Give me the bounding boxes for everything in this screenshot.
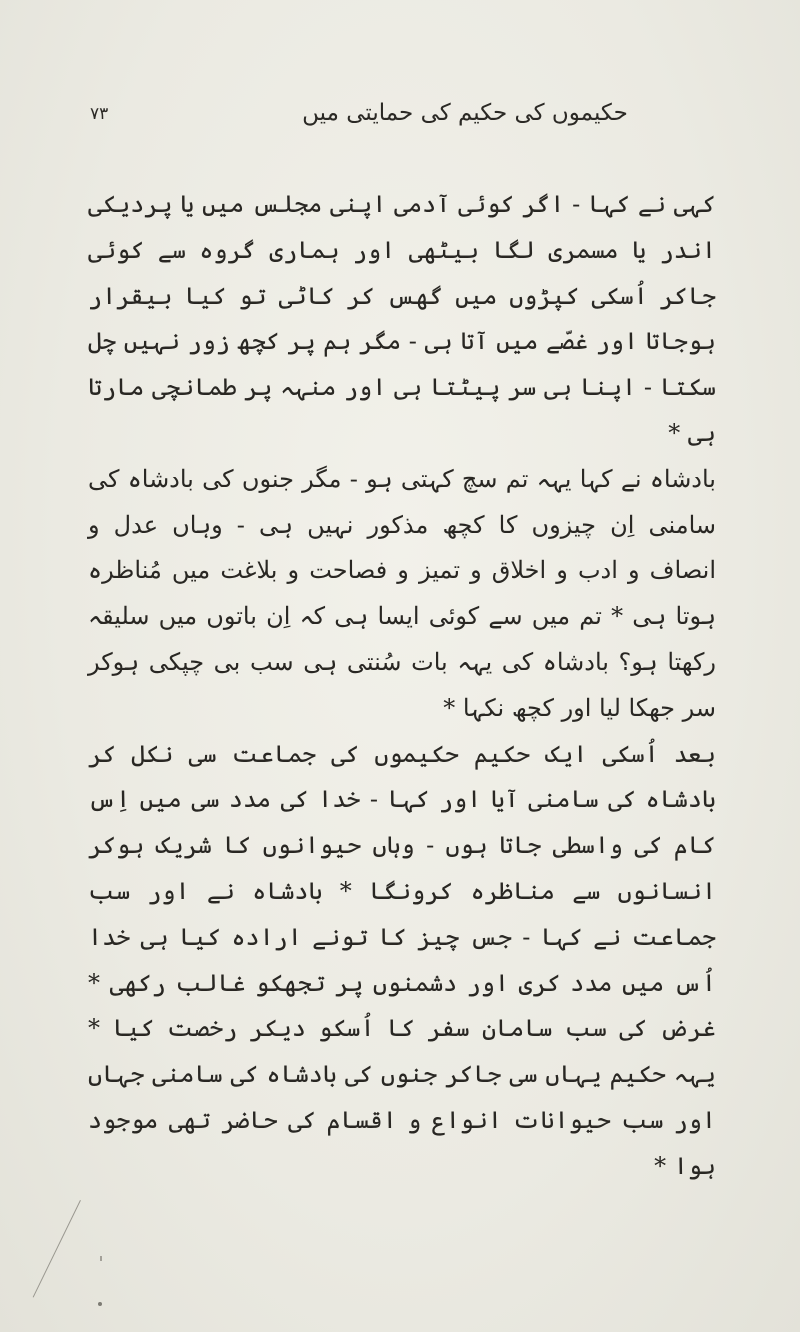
scan-mark xyxy=(100,1256,102,1261)
scan-mark xyxy=(98,1302,102,1306)
paragraph: بادشاہ نے کہا یہہ تم سچ کہتی ہو - مگر جنوں کی بادشاہ کی سامنی اِن چیزوں کا کچھ مذکور نہیں ہی - وہاں عدل و انصاف و ادب و اخلاق و تمیز و فصاحت و بلاغت میں مُناظرہ ہوتا ہی * تم میں سے کوئی ایسا ہی کہ اِن باتوں میں سلیقہ رکھتا ہو؟ بادشاہ کی یہہ بات سُنتی ہی سب بی چپکی ہوکر سر جھکا لیا اور کچھ نکہا * xyxy=(88,464,716,722)
paragraph: بعد اُسکی ایک حکیم حکیموں کی جماعت سی نکل کر بادشاہ کی سامنی آیا اور کہا - خدا کی مدد سی میں اِس کام کی واسطی جاتا ہوں - وہاں حیوانوں کا شریک ہوکر انسانوں سے مناظرہ کرونگا * بادشاہ نے اور سب جماعت نے کہا - جس چیز کا تونے ارادہ کیا ہی خدا اُس میں مدد کری اور دشمنوں پر تجھکو غالب رکھی * غرض کی سب سامان سفر کا اُسکو دیکر رخصت کیا * یہہ حکیم یہاں سی جاکر جنوں کی بادشاہ کی سامنی جہاں اور سب حیوانات انواع و اقسام کی حاضر تھی موجود ہوا * xyxy=(88,739,716,1180)
body-text xyxy=(88,182,716,1190)
running-head: حکیموں کی حکیم کی حمایتی میں xyxy=(302,100,628,126)
paragraph: کہی نے کہا - اگر کوئی آدمی اپنی مجلس میں یا پردیکی اندر یا مسمری لگا بیٹھی اور ہماری گروہ سے کوئی جاکر اُسکی کپڑوں میں گھس کر کاٹی تو کیا بیقرار ہوجاتا اور غصّے میں آتا ہی - مگر ہم پر کچھ زور نہیں چل سکتا - اپنا ہی سر پیٹتا ہی اور منہہ پر طمانچی مارتا ہی * xyxy=(88,190,716,447)
scan-mark xyxy=(33,1200,82,1298)
page-number: ۷۳ xyxy=(90,104,109,124)
